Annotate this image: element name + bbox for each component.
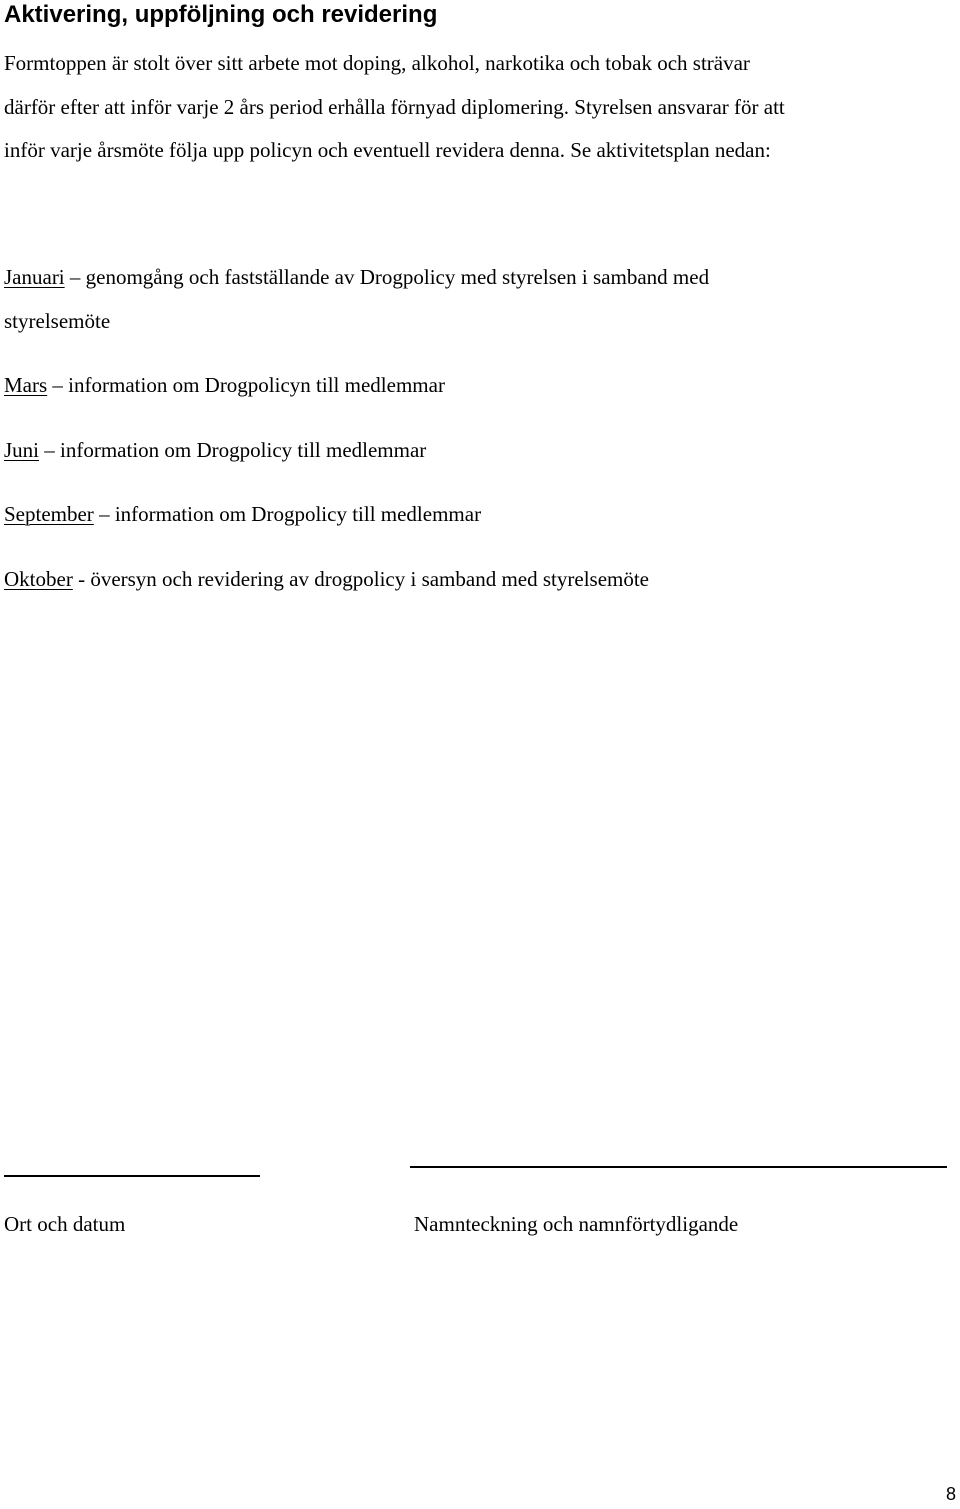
plan-item-mars [4, 363, 445, 407]
plan-text: – information om Drogpolicy till medlemmar [93, 502, 482, 526]
plan-text: – information om Drogpolicy till medlemmar [39, 438, 427, 462]
plan-month: Juni [4, 438, 40, 462]
plan-month: September [4, 502, 94, 526]
plan-item-juni [4, 428, 426, 472]
place-date-label: Ort och datum [4, 1212, 126, 1236]
intro-line: Formtoppen är stolt över sitt arbete mot doping, alkohol, narkotika och tobak och strävar [4, 51, 750, 75]
plan-month: Oktober [4, 567, 73, 591]
page-number: 8 [945, 1484, 956, 1504]
plan-item-september [4, 492, 481, 536]
name-label: Namnteckning och namnförtydligande [414, 1212, 739, 1236]
plan-month: Mars [4, 373, 48, 397]
plan-text-continuation: styrelsemöte [4, 309, 111, 333]
name-signature-line [410, 1166, 947, 1168]
plan-text: – information om Drogpolicyn till medlemmar [47, 373, 445, 397]
page-heading: Aktivering, uppföljning och revidering [4, 1, 438, 28]
intro-line: inför varje årsmöte följa upp policyn och eventuell revidera denna. Se aktivitetsplan nedan: [4, 138, 771, 162]
intro-paragraph [4, 42, 954, 173]
plan-text: - översyn och revidering av drogpolicy i samband med styrelsemöte [72, 567, 650, 591]
place-date-signature-line [4, 1175, 260, 1177]
intro-line: därför efter att inför varje 2 års period erhålla förnyad diplomering. Styrelsen ansvarar för att [4, 94, 785, 119]
plan-month: Januari [4, 265, 65, 289]
plan-text: – genomgång och fastställande av Drogpolicy med styrelsen i samband med [64, 265, 710, 289]
plan-item-oktober [4, 557, 649, 601]
plan-item-januari [4, 255, 709, 343]
